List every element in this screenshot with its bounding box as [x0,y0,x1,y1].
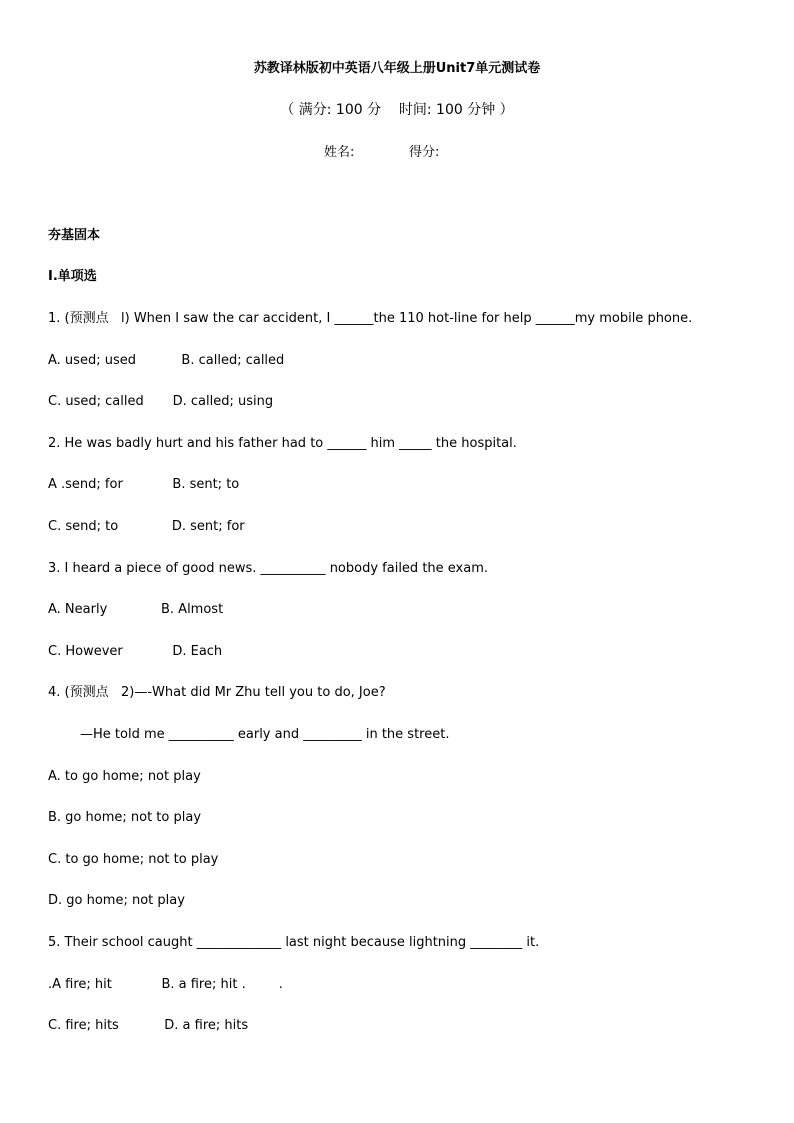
question-4-stem-reply: —He told me __________ early and _________ in the street. [80,727,450,742]
question-4-option-a: A. to go home; not play [48,769,201,784]
question-5-options-cd: C. fire; hits D. a fire; hits [48,1018,249,1033]
question-3-options-cd: C. However D. Each [48,644,223,659]
question-3-stem: 3. I heard a piece of good news. __________ nobody failed the exam. [48,561,489,576]
score-label: 得分: [409,145,440,160]
question-5-options-ab: .A fire; hit B. a fire; hit . . [48,977,283,992]
score-time-info: （ 满分: 100 分 时间: 100 分钟 ） [280,102,514,118]
section-heading: 夯基固本 [48,228,101,243]
question-1-options-cd: C. used; called D. called; using [48,394,274,409]
name-label: 姓名: [324,145,355,160]
question-4-option-b: B. go home; not to play [48,810,202,825]
question-2-options-ab: A .send; for B. sent; to [48,477,240,492]
question-5-stem: 5. Their school caught _____________ last night because lightning ________ it. [48,935,540,950]
question-1-stem: 1. (预测点 l) When I saw the car accident, I ______the 110 hot-line for help ______my mobile phone. [48,311,693,326]
part-heading: I.单项选 [48,269,97,284]
question-4-option-c: C. to go home; not to play [48,852,219,867]
question-1-options-ab: A. used; used B. called; called [48,353,285,368]
question-3-options-ab: A. Nearly B. Almost [48,602,224,617]
question-2-options-cd: C. send; to D. sent; for [48,519,245,534]
question-4-option-d: D. go home; not play [48,893,185,908]
document-title: 苏教译林版初中英语八年级上册Unit7单元测试卷 [253,61,541,76]
question-2-stem: 2. He was badly hurt and his father had to ______ him _____ the hospital. [48,436,517,451]
question-4-stem: 4. (预测点 2)—-What did Mr Zhu tell you to do, Joe? [48,685,386,700]
